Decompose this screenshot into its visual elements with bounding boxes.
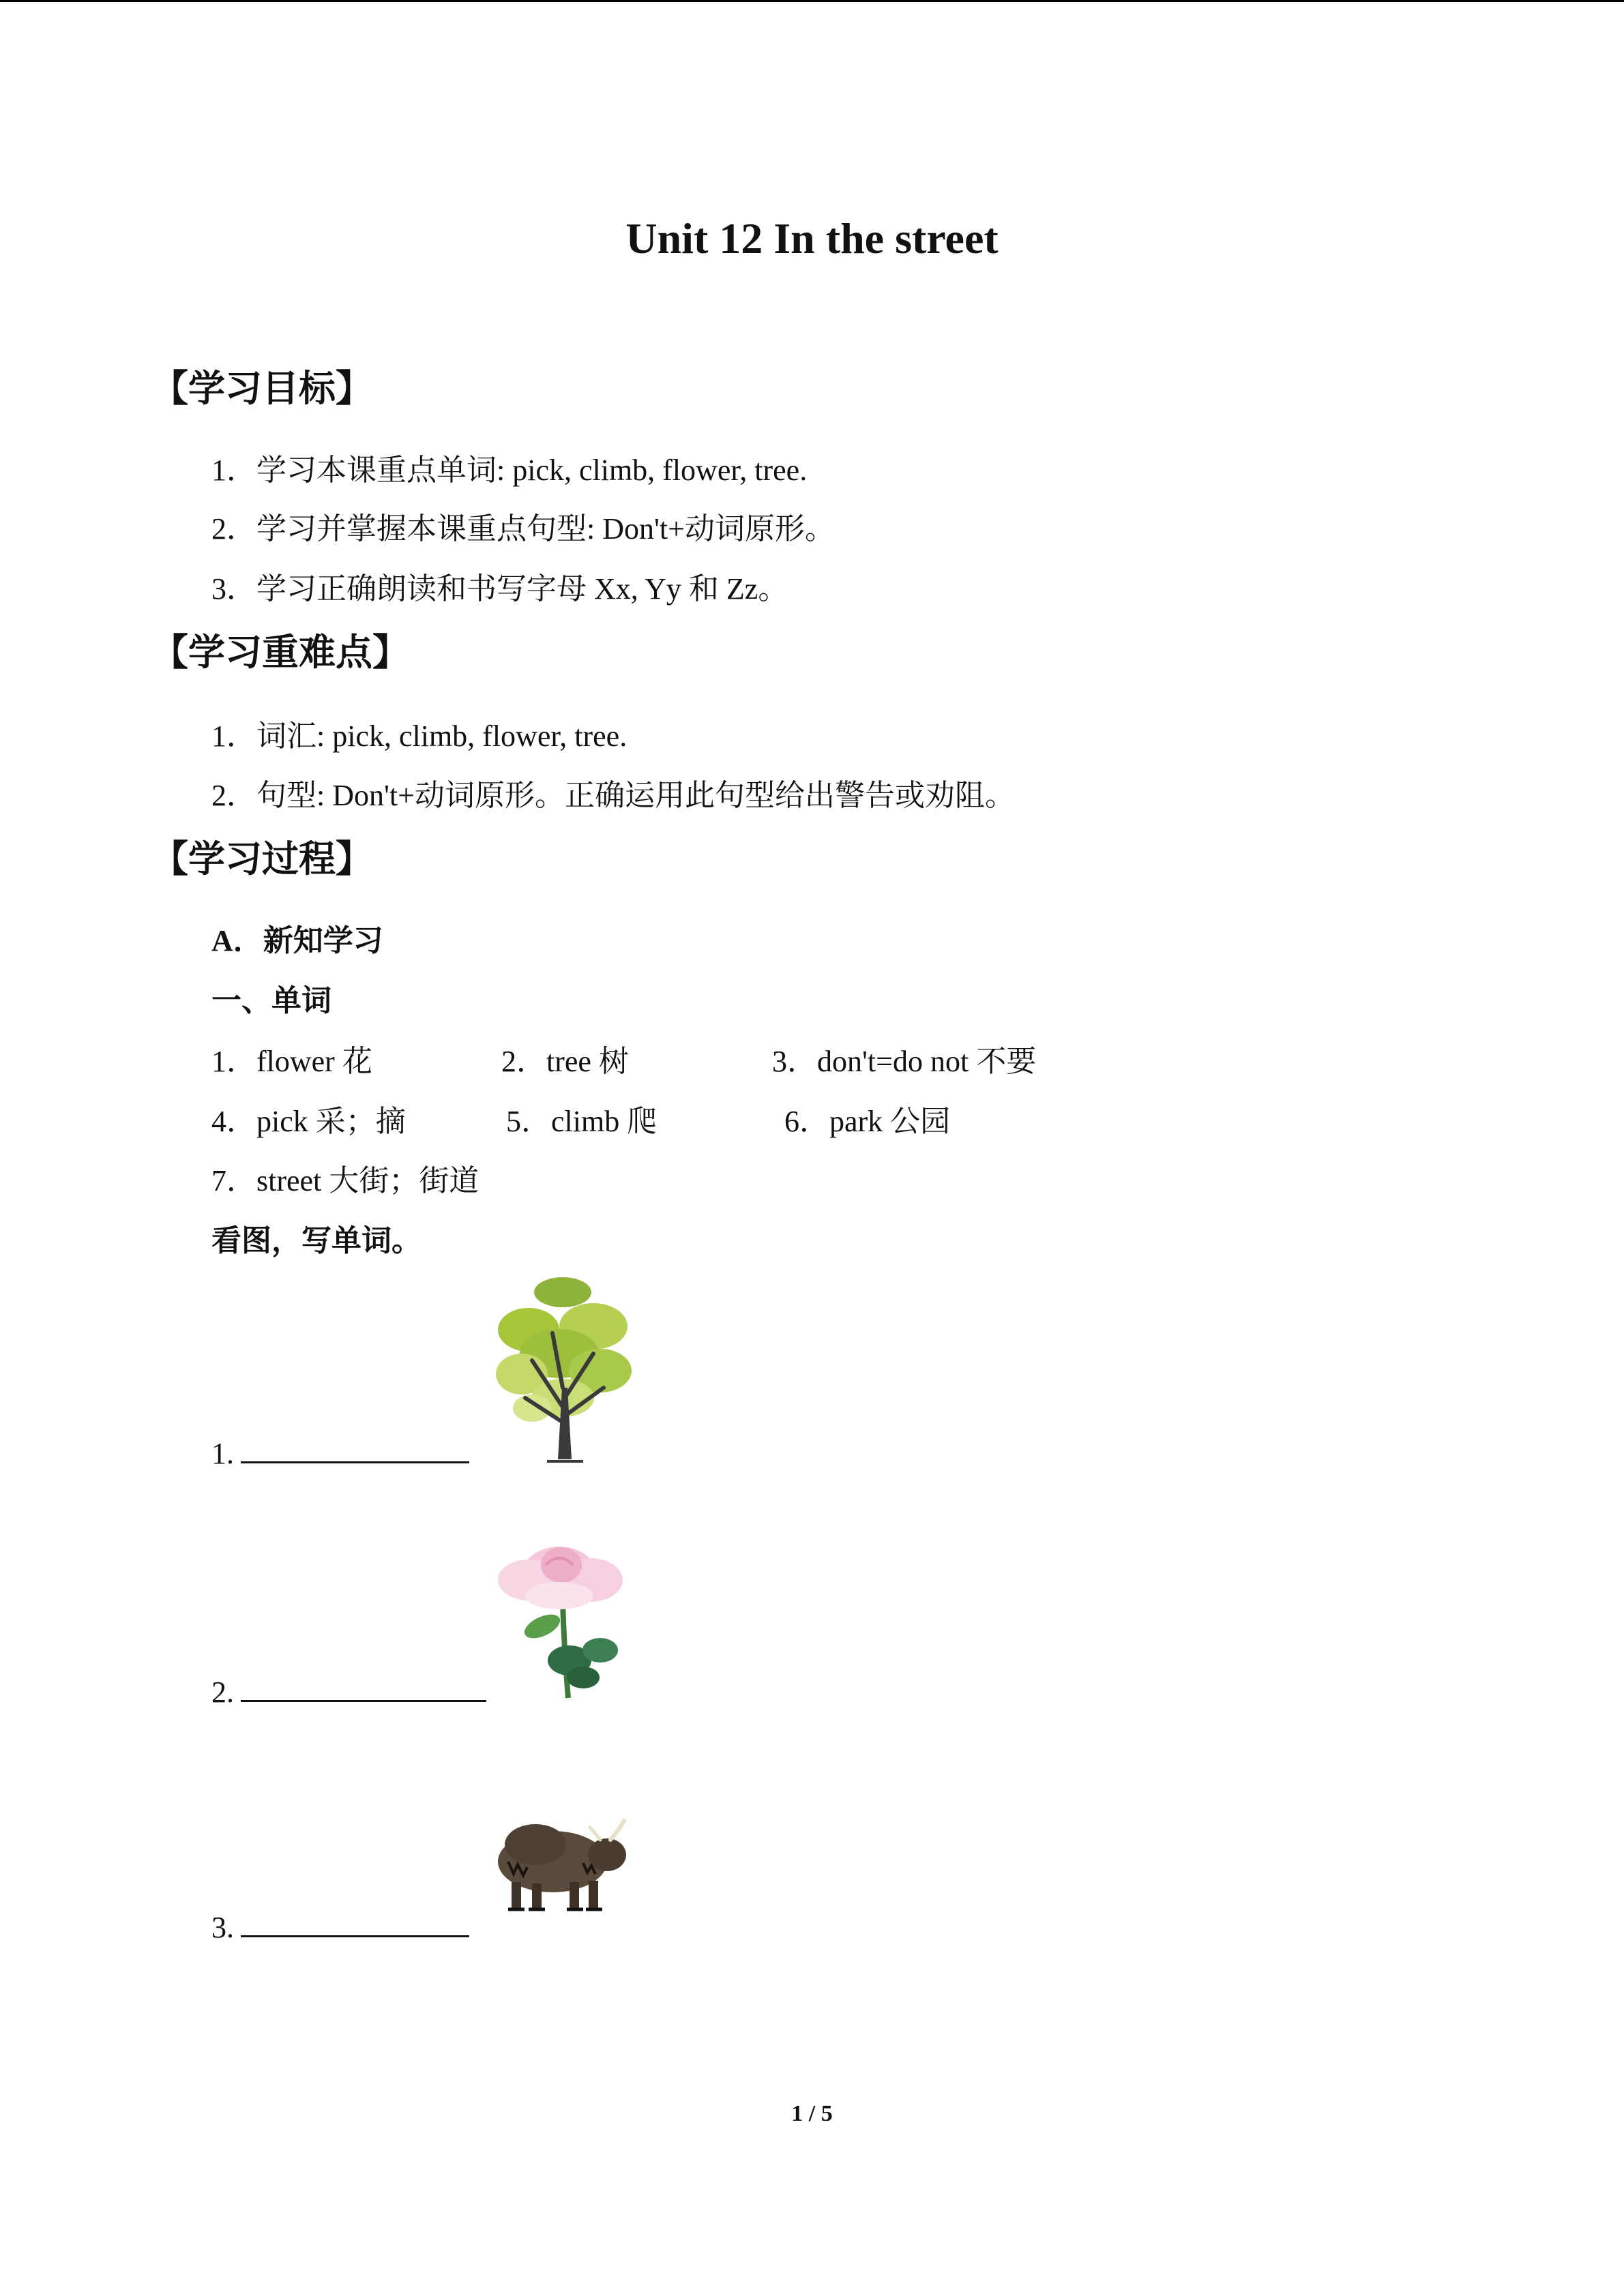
exercise-number: 2. (211, 1675, 234, 1709)
exercise-item-3 (211, 1903, 469, 1948)
vocab-item: 3．don't=do not 不要 (772, 1045, 1037, 1078)
yak-icon (488, 1807, 638, 1916)
exercise-item-2 (211, 1667, 486, 1713)
tree-icon (491, 1272, 641, 1463)
answer-blank-1[interactable] (241, 1429, 469, 1463)
page-title: Unit 12 In the street (625, 214, 999, 263)
process-heading: 【学习过程】 (151, 837, 372, 880)
answer-blank-3[interactable] (241, 1903, 469, 1937)
vocab-item: 1．flower 花 (211, 1045, 372, 1078)
vocab-item: 7．street 大街；街道 (211, 1164, 479, 1197)
top-border (0, 0, 1624, 2)
vocab-item: 6．park 公园 (784, 1105, 951, 1138)
exercise-number: 3. (211, 1911, 234, 1944)
page-number: 1 / 5 (791, 2101, 833, 2126)
part-a-label: A．新知学习 (211, 924, 383, 957)
vocab-item: 4．pick 采；摘 (211, 1105, 406, 1138)
key-point-item-1: 1．词汇: pick, climb, flower, tree. (211, 719, 628, 753)
objective-item-2: 2．学习并掌握本课重点句型: Don't+动词原形。 (211, 512, 835, 546)
words-subheading: 一、单词 (211, 984, 331, 1017)
objectives-heading: 【学习目标】 (151, 367, 372, 410)
flower-icon (488, 1538, 645, 1701)
vocab-item: 2．tree 树 (501, 1045, 629, 1078)
exercise-instruction: 看图，写单词。 (211, 1224, 422, 1257)
objective-item-1: 1．学习本课重点单词: pick, climb, flower, tree. (211, 453, 808, 487)
answer-blank-2[interactable] (241, 1667, 486, 1702)
objective-item-3: 3．学习正确朗读和书写字母 Xx, Yy 和 Zz。 (211, 572, 788, 606)
exercise-item-1 (211, 1429, 469, 1474)
vocab-item: 5．climb 爬 (506, 1105, 658, 1138)
key-points-heading: 【学习重难点】 (151, 631, 409, 674)
key-point-item-2: 2．句型: Don't+动词原形。正确运用此句型给出警告或劝阻。 (211, 779, 1015, 812)
exercise-number: 1. (211, 1437, 234, 1470)
